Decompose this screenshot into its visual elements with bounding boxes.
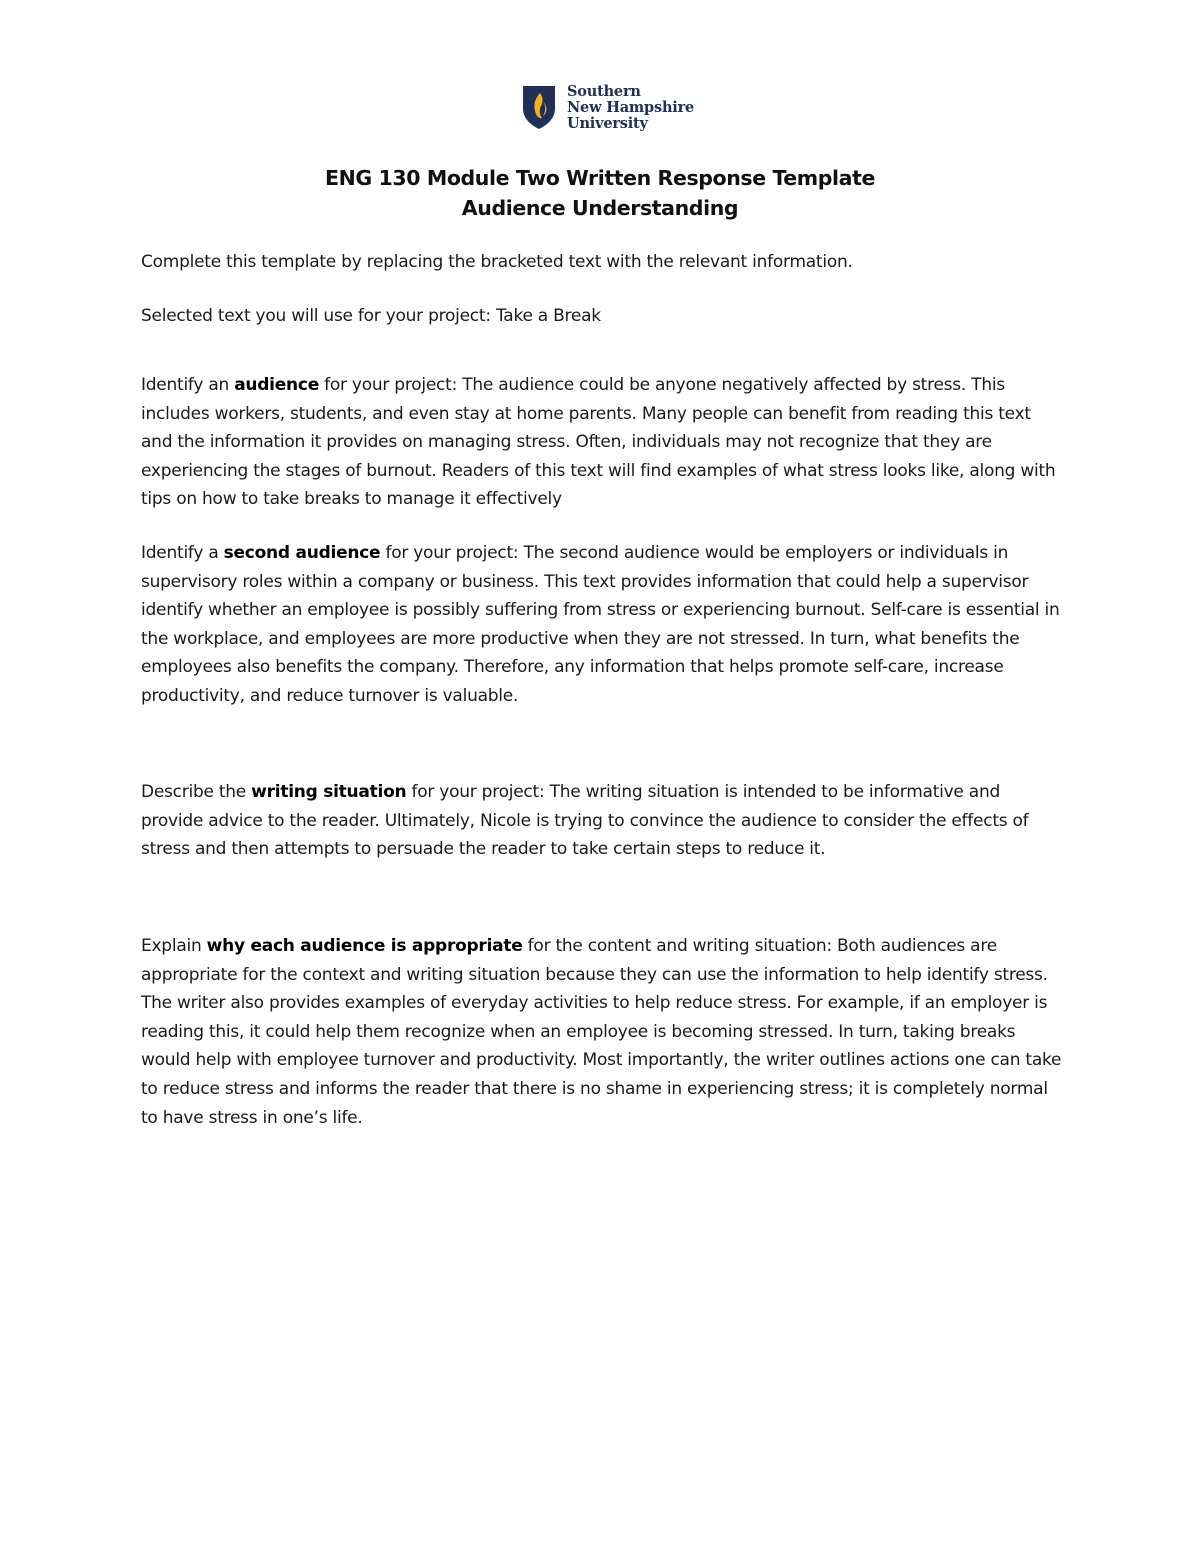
writing-situation-prefix: Describe the [141, 782, 252, 802]
document-heading [0, 163, 1200, 223]
audience-two-keyword: second audience [223, 543, 381, 563]
writing-situation-response: The writing situation is intended to be informative and provide advice to the reader. Ultimately, Nicole is trying to convince the audience to consider the effects of stress and then attempts to persuade the reader to take certain steps to reduce it. [141, 782, 1029, 860]
audience-one-keyword: audience [234, 375, 319, 395]
audience-two-prefix: Identify a [141, 543, 224, 563]
why-appropriate-keyword: why each audience is appropriate [206, 936, 523, 956]
writing-situation-keyword: writing situation [251, 782, 407, 802]
document-title: ENG 130 Module Two Written Response Template [324, 166, 876, 190]
writing-situation-suffix: for your project: [406, 782, 550, 802]
logo-line-1: Southern [567, 83, 641, 100]
shield-flame-icon [521, 84, 557, 130]
audience-one-prefix: Identify an [141, 375, 235, 395]
document-subtitle: Audience Understanding [461, 196, 739, 220]
audience-one-paragraph [141, 371, 1066, 514]
writing-situation-paragraph [141, 778, 1066, 864]
why-appropriate-response: Both audiences are appropriate for the context and writing situation because they can use the information to help identify stress. The writer also provides examples of everyday activities to help reduce stress. For example, if an employer is reading this, it could help them recognize when an employee is becoming stressed. In turn, taking breaks would help with employee turnover and productivity. Most importantly, the writer outlines actions one can take to reduce stress and informs the reader that there is no shame in experiencing stress; it is completely normal to have stress in one’s life. [141, 936, 1062, 1128]
audience-one-suffix: for your project: [319, 375, 463, 395]
why-appropriate-paragraph [141, 932, 1066, 1132]
logo-wordmark [567, 84, 694, 132]
audience-two-suffix: for your project: [380, 543, 524, 563]
selected-text-value: Take a Break [495, 306, 601, 326]
snhu-logo [521, 84, 694, 132]
selected-text-label: Selected text you will use for your project: [141, 306, 496, 326]
audience-two-paragraph [141, 539, 1066, 711]
audience-one-response: The audience could be anyone negatively affected by stress. This includes workers, students, and even stay at home parents. Many people can benefit from reading this text and the information it provides on managing stress. Often, individuals may not recognize that they are experiencing the stages of burnout. Readers of this text will find examples of what stress looks like, along with tips on how to take breaks to manage it effectively [141, 375, 1056, 510]
why-appropriate-suffix: for the content and writing situation: [522, 936, 838, 956]
logo-line-3: University [567, 115, 648, 132]
audience-two-response: The second audience would be employers or individuals in supervisory roles within a company or business. This text provides information that could help a supervisor identify whether an employee is possibly suffering from stress or experiencing burnout. Self-care is essential in the workplace, and employees are more productive when they are not stressed. In turn, what benefits the employees also benefits the company. Therefore, any information that helps promote self-care, increase productivity, and reduce turnover is valuable. [141, 543, 1060, 706]
selected-text-paragraph [141, 302, 1066, 331]
instructions-paragraph: Complete this template by replacing the bracketed text with the relevant information. [141, 252, 853, 272]
why-appropriate-prefix: Explain [141, 936, 207, 956]
logo-line-2: New Hampshire [567, 99, 695, 116]
